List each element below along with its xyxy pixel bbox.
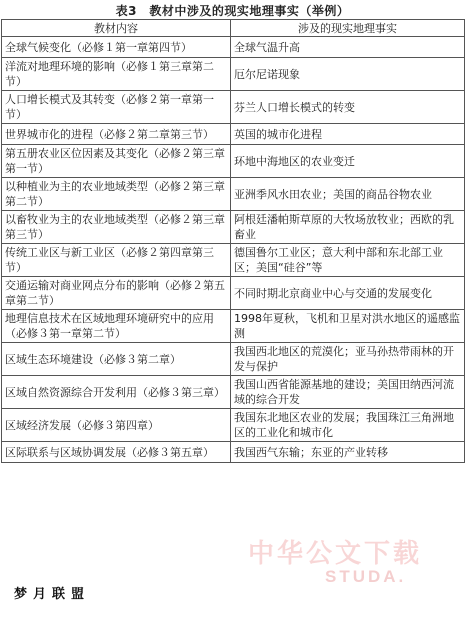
- watermark-cn: 中华公文下载: [248, 539, 423, 569]
- table-row: [2, 145, 465, 178]
- fact-cell: 英国的城市化进程: [231, 124, 465, 145]
- table-row: [2, 37, 465, 58]
- content-cell: 世界城市化的进程（必修２第二章第三节）: [2, 124, 231, 145]
- fact-cell: 德国鲁尔工业区；意大利中部和东北部工业区；美国“硅谷”等: [231, 244, 465, 277]
- table-row: [2, 277, 465, 310]
- fact-cell: 1998年夏秋，飞机和卫星对洪水地区的遥感监测: [231, 310, 465, 343]
- content-cell: 交通运输对商业网点分布的影响（必修２第五章第二节）: [2, 277, 231, 310]
- header-row: [2, 20, 465, 37]
- facts-table: [1, 19, 465, 463]
- table-title: 表3 教材中涉及的现实地理事实（举例）: [115, 4, 350, 18]
- table-row: [2, 442, 465, 463]
- table-row: [2, 409, 465, 442]
- fact-cell: 厄尔尼诺现象: [231, 58, 465, 91]
- fact-cell: 亚洲季风水田农业；美国的商品谷物农业: [231, 178, 465, 211]
- content-cell: 第五册农业区位因素及其变化（必修２第三章第一节）: [2, 145, 231, 178]
- table-row: [2, 91, 465, 124]
- table-row: [2, 343, 465, 376]
- header-content: 教材内容: [2, 20, 231, 37]
- table-row: [2, 124, 465, 145]
- fact-cell: 全球气温升高: [231, 37, 465, 58]
- fact-cell: 我国山西省能源基地的建设；美国田纳西河流域的综合开发: [231, 376, 465, 409]
- content-cell: 区域自然资源综合开发利用（必修３第三章）: [2, 376, 231, 409]
- content-cell: 全球气候变化（必修１第一章第四节）: [2, 37, 231, 58]
- watermark-brand: 梦月联盟: [14, 587, 91, 602]
- fact-cell: 我国西气东输；东亚的产业转移: [231, 442, 465, 463]
- fact-cell: 我国东北地区农业的发展；我国珠江三角洲地区的工业化和城市化: [231, 409, 465, 442]
- content-cell: 区际联系与区域协调发展（必修３第五章）: [2, 442, 231, 463]
- table-row: [2, 58, 465, 91]
- content-cell: 区域经济发展（必修３第四章）: [2, 409, 231, 442]
- header-fact: 涉及的现实地理事实: [231, 20, 465, 37]
- table-row: [2, 376, 465, 409]
- table-row: [2, 244, 465, 277]
- fact-cell: 环地中海地区的农业变迁: [231, 145, 465, 178]
- content-cell: 人口增长模式及其转变（必修２第一章第一节）: [2, 91, 231, 124]
- content-cell: 以畜牧业为主的农业地域类型（必修２第三章第三节）: [2, 211, 231, 244]
- fact-cell: 芬兰人口增长模式的转变: [231, 91, 465, 124]
- table-row: [2, 310, 465, 343]
- fact-cell: 阿根廷潘帕斯草原的大牧场放牧业；西欧的乳畜业: [231, 211, 465, 244]
- table-row: [2, 211, 465, 244]
- fact-cell: 我国西北地区的荒漠化；亚马孙热带雨林的开发与保护: [231, 343, 465, 376]
- table-row: [2, 178, 465, 211]
- content-cell: 洋流对地理环境的影响（必修１第三章第二节）: [2, 58, 231, 91]
- content-cell: 地理信息技术在区域地理环境研究中的应用（必修３第一章第二节）: [2, 310, 231, 343]
- watermark-en: STUDA.: [325, 567, 407, 586]
- fact-cell: 不同时期北京商业中心与交通的发展变化: [231, 277, 465, 310]
- content-cell: 传统工业区与新工业区（必修２第四章第三节）: [2, 244, 231, 277]
- content-cell: 以种植业为主的农业地域类型（必修２第三章第二节）: [2, 178, 231, 211]
- content-cell: 区域生态环境建设（必修３第二章）: [2, 343, 231, 376]
